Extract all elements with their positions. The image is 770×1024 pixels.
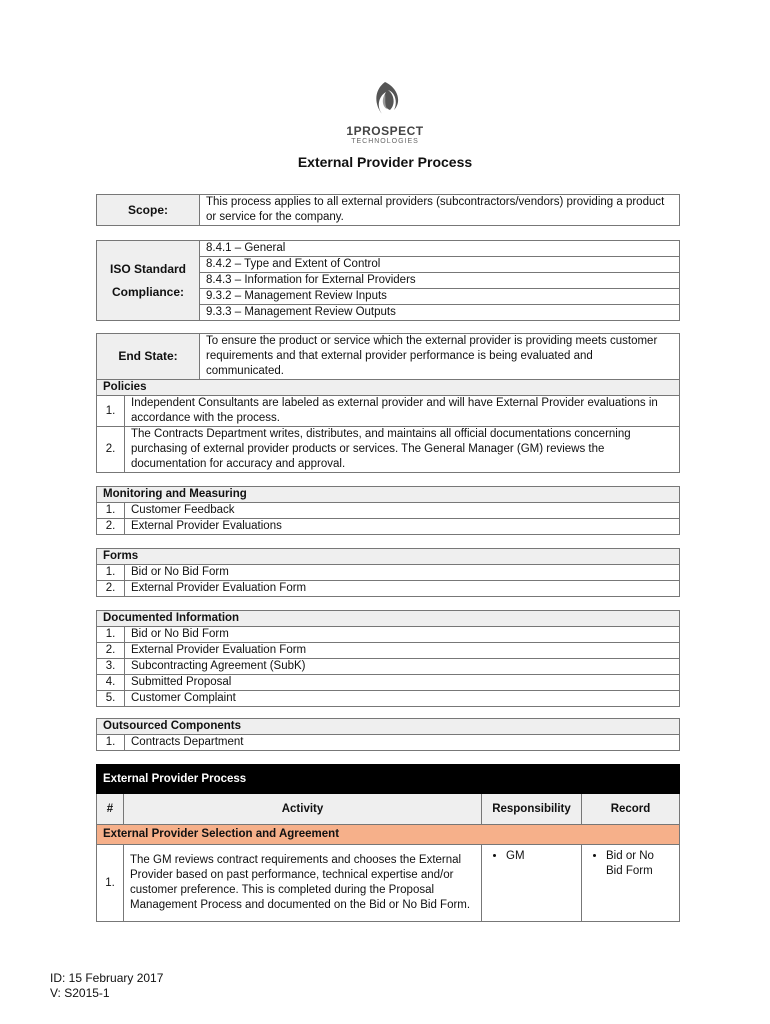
documented-number: 2. [97, 643, 125, 659]
process-row-record-cell [582, 845, 680, 922]
policy-number: 1. [97, 396, 125, 427]
outsourced-number: 1. [97, 735, 125, 751]
outsourced-header: Outsourced Components [97, 719, 680, 735]
section-header: External Provider Selection and Agreement [97, 825, 680, 845]
flame-logo-icon [330, 80, 440, 120]
monitoring-header: Monitoring and Measuring [97, 487, 680, 503]
documented-number: 4. [97, 675, 125, 691]
outsourced-item: Contracts Department [125, 735, 680, 751]
end-state-table [96, 333, 680, 380]
footer-id: ID: 15 February 2017 [50, 971, 164, 985]
iso-item: 9.3.3 – Management Review Outputs [200, 305, 680, 321]
process-title: External Provider Process [97, 765, 680, 794]
iso-item: 8.4.3 – Information for External Providers [200, 273, 680, 289]
end-state-label: End State: [97, 334, 200, 380]
scope-text: This process applies to all external providers (subcontractors/vendors) providing a product or service for the company. [200, 195, 680, 226]
documented-number: 1. [97, 627, 125, 643]
forms-item: External Provider Evaluation Form [125, 581, 680, 597]
forms-number: 2. [97, 581, 125, 597]
process-row-number: 1. [97, 845, 124, 922]
forms-number: 1. [97, 565, 125, 581]
documented-number: 3. [97, 659, 125, 675]
documented-item: Customer Complaint [125, 691, 680, 707]
policy-number: 2. [97, 427, 125, 473]
iso-table [96, 240, 680, 321]
end-state-text: To ensure the product or service which the external provider is providing meets customer requirements and that external provider performance is being evaluated and communicated. [200, 334, 680, 380]
iso-item: 9.3.2 – Management Review Inputs [200, 289, 680, 305]
footer-version: V: S2015-1 [50, 986, 110, 1000]
responsibility-item: • GM [506, 849, 575, 864]
iso-label-line1: ISO Standard [109, 261, 186, 276]
forms-item: Bid or No Bid Form [125, 565, 680, 581]
monitoring-table [96, 486, 680, 535]
forms-table [96, 548, 680, 597]
monitoring-number: 1. [97, 503, 125, 519]
documented-header: Documented Information [97, 611, 680, 627]
monitoring-number: 2. [97, 519, 125, 535]
scope-table [96, 194, 680, 226]
policies-table [96, 379, 680, 473]
documented-item: Subcontracting Agreement (SubK) [125, 659, 680, 675]
policy-text: The Contracts Department writes, distributes, and maintains all official documentations concerning purchasing of external provider products or services. The General Manager (GM) reviews the documentation for accuracy and approval. [125, 427, 680, 473]
iso-label-line2: Compliance: [111, 284, 184, 299]
monitoring-item: Customer Feedback [125, 503, 680, 519]
iso-item: 8.4.2 – Type and Extent of Control [200, 257, 680, 273]
logo [330, 80, 440, 146]
page-title: External Provider Process [297, 154, 473, 170]
forms-header: Forms [97, 549, 680, 565]
policies-header: Policies [97, 380, 680, 396]
documented-number: 5. [97, 691, 125, 707]
policy-text: Independent Consultants are labeled as external provider and will have External Provider evaluations in accordance with the process. [125, 396, 680, 427]
documented-item: Bid or No Bid Form [125, 627, 680, 643]
logo-subtitle: TECHNOLOGIES [351, 138, 419, 145]
logo-name: 1PROSPECT [346, 124, 424, 138]
scope-label: Scope: [97, 195, 200, 226]
iso-label [97, 241, 200, 321]
col-record-header: Record [582, 794, 680, 825]
record-item: • Bid or No Bid Form [606, 849, 673, 879]
process-row-activity: The GM reviews contract requirements and chooses the External Provider based on past performance, technical expertise and/or customer preference. This is completed during the Proposal Management Process and documented on the Bid or No Bid Form. [124, 845, 482, 922]
process-table [96, 764, 680, 922]
col-number-header: # [97, 794, 124, 825]
documented-item: Submitted Proposal [125, 675, 680, 691]
documented-item: External Provider Evaluation Form [125, 643, 680, 659]
outsourced-table [96, 718, 680, 751]
process-row-responsibility-cell [482, 845, 582, 922]
col-activity-header: Activity [124, 794, 482, 825]
col-responsibility-header: Responsibility [482, 794, 582, 825]
documented-table [96, 610, 680, 707]
iso-item: 8.4.1 – General [200, 241, 680, 257]
monitoring-item: External Provider Evaluations [125, 519, 680, 535]
